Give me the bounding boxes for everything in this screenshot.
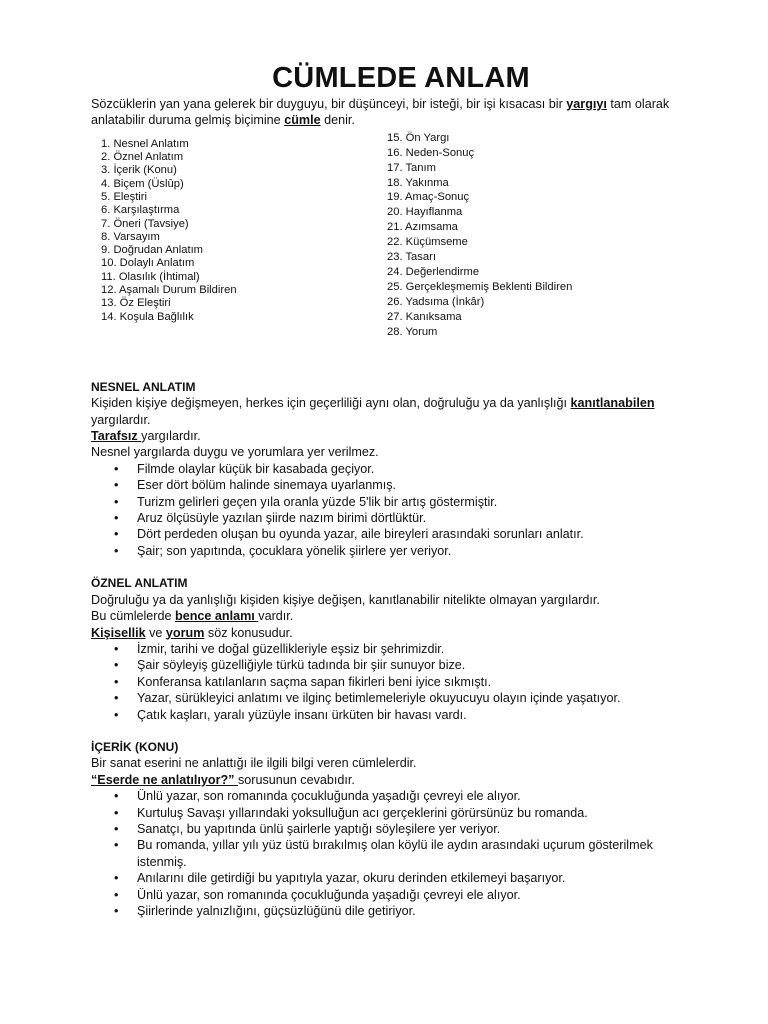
text-span: sorusunun cevabıdır. — [237, 772, 355, 787]
example-item: • Dört perdeden oluşan bu oyunda yazar, aile bireyleri arasındaki sorunları anlatır. — [91, 526, 691, 542]
list-item: 17. Tanım — [387, 161, 436, 174]
list-item: 10. Dolaylı Anlatım — [101, 257, 195, 270]
example-item: • Şiirlerinde yalnızlığını, güçsüzlüğünü dile getiriyor. — [91, 903, 691, 919]
key-term: kanıtlanabilen — [570, 396, 655, 411]
list-item: 5. Eleştiri — [101, 191, 148, 203]
list-item: 6. Karşılaştırma — [101, 204, 180, 217]
section-icerik-konu — [91, 739, 691, 919]
example-item: • Ünlü yazar, son romanında çocukluğunda yaşadığı çevreyi ele alıyor. — [91, 887, 691, 903]
list-item: 7. Öneri (Tavsiye) — [101, 217, 189, 230]
type-lists — [91, 131, 691, 359]
list-item: 1. Nesnel Anlatım — [101, 137, 189, 150]
key-term: yorum — [165, 625, 205, 640]
list-item: 13. Öz Eleştiri — [101, 297, 171, 310]
example-item: • Eser dört bölüm halinde sinemaya uyarlanmış. — [91, 477, 691, 493]
list-item: 11. Olasılık (İhtimal) — [101, 270, 200, 283]
example-item: • Çatık kaşları, yaralı yüzüyle insanı ürküten bir havası vardı. — [91, 707, 691, 723]
example-item: • Şair; son yapıtında, çocuklara yönelik şiirlere yer veriyor. — [91, 543, 691, 559]
example-item: • Konferansa katılanların saçma sapan fikirleri beni iyice sıkmıştı. — [91, 674, 691, 690]
section-text — [91, 625, 691, 641]
text-span: Kişiden kişiye değişmeyen, herkes için geçerliliği aynı olan, doğruluğu ya da yanlışlığı — [91, 396, 571, 411]
list-item: 28. Yorum — [387, 325, 438, 338]
example-item: • Sanatçı, bu yapıtında ünlü şairlerle yaptığı söyleşilere yer veriyor. — [91, 821, 691, 837]
list-item: 18. Yakınma — [387, 176, 449, 189]
list-item: 21. Azımsama — [387, 221, 458, 234]
example-item: • Turizm gelirleri geçen yıla oranla yüzde 5'lik bir artış göstermiştir. — [91, 494, 691, 510]
list-item: 12. Aşamalı Durum Bildiren — [101, 284, 237, 297]
intro-term-cumle: cümle — [284, 113, 321, 128]
example-list — [91, 641, 691, 723]
key-term: “Eserde ne anlatılıyor?” — [91, 772, 238, 787]
list-item: 15. Ön Yargı — [387, 131, 450, 144]
text-span: ve — [145, 625, 166, 640]
key-term: Tarafsız — [91, 429, 142, 444]
section-text — [91, 772, 691, 788]
section-title: ÖZNEL ANLATIM — [91, 576, 188, 591]
list-item: 2. Öznel Anlatım — [101, 151, 184, 164]
key-term: bence anlamı — [175, 609, 259, 624]
example-item: • Yazar, sürükleyici anlatımı ve ilginç betimlemeleriyle okuyucuyu olayın içinde yaşatıyor. — [91, 690, 691, 706]
page-title: CÜMLEDE ANLAM — [272, 62, 530, 94]
type-list-right — [387, 131, 572, 340]
example-item: • Ünlü yazar, son romanında çocukluğunda yaşadığı çevreyi ele alıyor. — [91, 788, 691, 804]
text-span: yargılardır. — [91, 412, 151, 427]
list-item: 26. Yadsıma (İnkâr) — [387, 295, 485, 308]
section-text — [91, 428, 691, 444]
intro-text: tam olarak anlatabilir duruma gelmiş biçimine — [91, 97, 670, 128]
section-text: Bir sanat eserini ne anlattığı ile ilgili bilgi veren cümlelerdir. — [91, 756, 417, 771]
section-oznel-anlatim — [91, 575, 691, 723]
text-span: vardır. — [258, 609, 294, 624]
intro-paragraph — [91, 96, 691, 129]
list-item: 19. Amaç-Sonuç — [387, 191, 470, 204]
list-item: 8. Varsayım — [101, 230, 160, 243]
list-item: 14. Koşula Bağlılık — [101, 310, 194, 323]
section-text: Doğruluğu ya da yanlışlığı kişiden kişiye değişen, kanıtlanabilir nitelikte olmayan yargılardır. — [91, 592, 600, 607]
section-title: NESNEL ANLATIM — [91, 379, 196, 394]
list-item: 23. Tasarı — [387, 251, 436, 264]
text-span: Bu cümlelerde — [91, 609, 175, 624]
example-item: • Filmde olaylar küçük bir kasabada geçiyor. — [91, 461, 691, 477]
list-item: 27. Kanıksama — [387, 310, 462, 323]
list-item: 24. Değerlendirme — [387, 265, 480, 278]
section-text — [91, 395, 691, 428]
example-item: • Şair söyleyiş güzelliğiyle türkü tadında bir şiir sunuyor bize. — [91, 657, 691, 673]
type-list-left — [101, 138, 237, 324]
example-item: • İzmir, tarihi ve doğal güzellikleriyle eşsiz bir şehrimizdir. — [91, 641, 691, 657]
intro-text: Sözcüklerin yan yana gelerek bir duyguyu, bir düşünceyi, bir isteği, bir işi kısacası bir — [91, 97, 567, 111]
section-nesnel-anlatim — [91, 379, 691, 559]
list-item: 16. Neden-Sonuç — [387, 146, 475, 159]
list-item: 4. Biçem (Üslûp) — [101, 177, 184, 190]
section-text — [91, 608, 691, 624]
list-item: 20. Hayıflanma — [387, 206, 463, 219]
example-item: • Anılarını dile getirdiği bu yapıtıyla yazar, okuru derinden etkilemeyi başarıyor. — [91, 870, 691, 886]
list-item: 22. Küçümseme — [387, 236, 468, 249]
example-item: • Kurtuluş Savaşı yıllarındaki yoksulluğun acı gerçeklerini görürsünüz bu romanda. — [91, 805, 691, 821]
text-span: söz konusudur. — [204, 625, 293, 640]
list-item: 25. Gerçekleşmemiş Beklenti Bildiren — [387, 280, 573, 293]
intro-term-yargi: yargıyı — [566, 97, 607, 111]
example-list — [91, 788, 691, 919]
document-page — [91, 60, 691, 919]
section-text: Nesnel yargılarda duygu ve yorumlara yer verilmez. — [91, 445, 379, 460]
example-item: • Aruz ölçüsüyle yazılan şiirde nazım birimi dörtlüktür. — [91, 510, 691, 526]
example-item: • Bu romanda, yıllar yılı yüz üstü bırakılmış olan köylü ile aydın arasındaki uçurum gösterilmek istenmiş. — [91, 837, 691, 870]
example-list — [91, 461, 691, 559]
key-term: Kişisellik — [91, 625, 146, 640]
list-item: 3. İçerik (Konu) — [101, 164, 177, 177]
text-span: yargılardır. — [141, 429, 201, 444]
list-item: 9. Doğrudan Anlatım — [101, 244, 203, 257]
intro-text: denir. — [320, 113, 355, 128]
section-title: İÇERİK (KONU) — [91, 739, 179, 754]
